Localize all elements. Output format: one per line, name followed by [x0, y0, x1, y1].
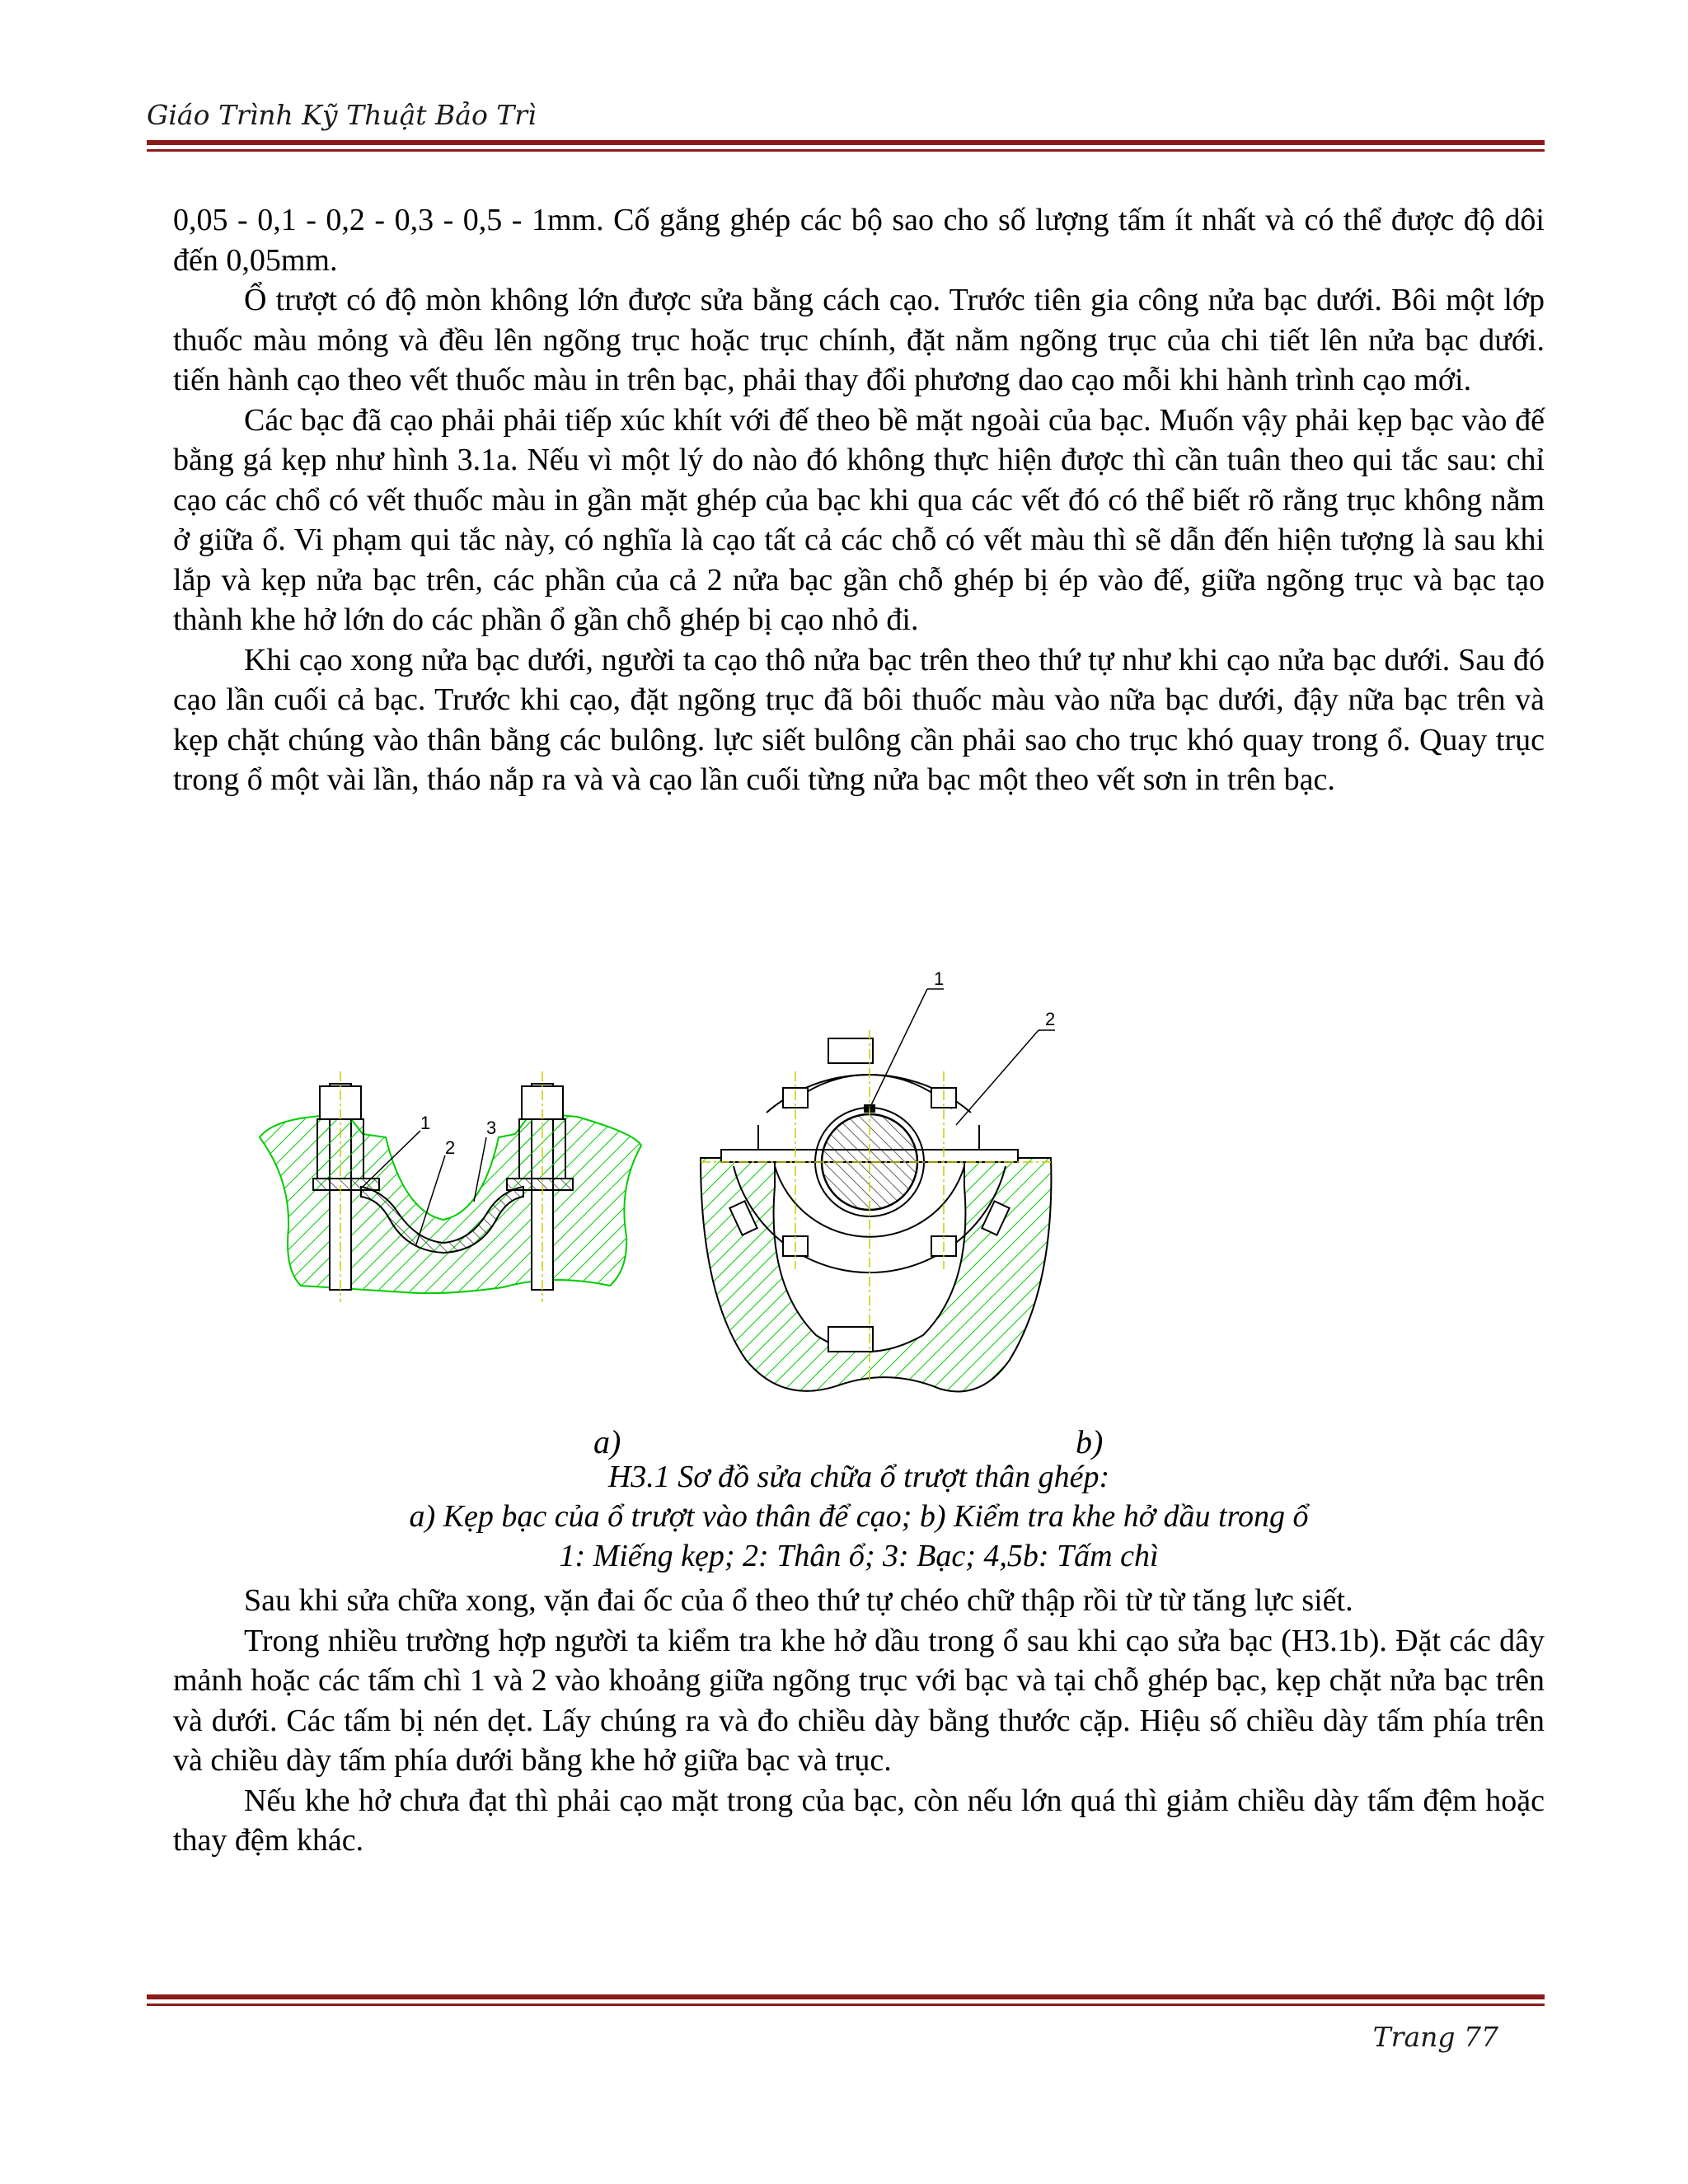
figure-caption-line2: a) Kẹp bạc của ổ trượt vào thân để cạo; b) Kiểm tra khe hở dầu trong ổ: [409, 1499, 1309, 1534]
callout-a-1: 1: [420, 1113, 431, 1133]
cap-top-pad: [828, 1038, 873, 1063]
figure-a: [260, 1071, 641, 1302]
clamp-right: [507, 1179, 573, 1190]
figure-caption-title: H3.1 Sơ đồ sửa chữa ổ trượt thân ghép:: [607, 1460, 1110, 1494]
figure-caption-line3: 1: Miếng kẹp; 2: Thân ổ; 3: Bạc; 4,5b: Tấm chì: [559, 1539, 1159, 1573]
callout-a-3: 3: [486, 1118, 497, 1138]
figure-label-b: b): [1076, 1423, 1104, 1460]
figure-b: [701, 968, 1055, 1391]
body-text-top: [173, 200, 1545, 800]
footer-rule: [147, 1994, 1545, 1999]
paragraph: Khi cạo xong nửa bạc dưới, người ta cạo thô nửa bạc trên theo thứ tự như khi cạo nửa bạc dưới. Sau đó cạo lần cuối cả bạc. Trước khi cạo, đặt ngõng trục đã bôi thuốc màu vào nữa bạc dưới, đậy nữa bạc trên và kẹp chặt chúng vào thân bằng các bulông. lực siết bulông cần phải sao cho trục khó quay trong ổ. Quay trục trong ổ một vài lần, tháo nắp ra và và cạo lần cuối từng nửa bạc một theo vết sơn in trên bạc.: [173, 642, 1545, 797]
paragraph: Nếu khe hở chưa đạt thì phải cạo mặt trong của bạc, còn nếu lớn quá thì giảm chiều dày tấm đệm hoặc thay đệm khác.: [173, 1783, 1545, 1858]
paragraph: 0,05 - 0,1 - 0,2 - 0,3 - 0,5 - 1mm. Cố gắng ghép các bộ sao cho số lượng tấm ít nhất và có thể được độ dôi đến 0,05mm.: [173, 203, 1545, 278]
figure-bearing-diagram: [239, 940, 1179, 1451]
footer-rule-thin: [147, 2004, 1545, 2006]
paragraph: Trong nhiều trường hợp người ta kiểm tra khe hở dầu trong ổ sau khi cạo sửa bạc (H3.1b). Đặt các dây mảnh hoặc các tấm chì 1 và 2 vào khoảng giữa ngõng trục với bạc và tại chỗ ghép bạc, kẹp chặt nửa bạc trên và dưới. Các tấm bị nén dẹt. Lấy chúng ra và đo chiều dày bằng thước cặp. Hiệu số chiều dày tấm phía trên và chiều dày tấm phía dưới bằng khe hở giữa bạc và trục.: [173, 1623, 1545, 1778]
figure-label-a: a): [593, 1423, 621, 1460]
header-rule: [147, 140, 1545, 145]
page-number: Trang 77: [1372, 2021, 1498, 2053]
callout-b-2: 2: [1045, 1009, 1056, 1029]
header-rule-thin: [147, 149, 1545, 152]
callout-a-2: 2: [445, 1137, 456, 1158]
paragraph: Các bạc đã cạo phải phải tiếp xúc khít với đế theo bề mặt ngoài của bạc. Muốn vậy phải kẹp bạc vào đế bằng gá kẹp như hình 3.1a. Nếu vì một lý do nào đó không thực hiện được thì cần tuân theo qui tắc sau: chỉ cạo các chổ có vết thuốc màu in gần mặt ghép của bạc khi qua các vết đó có thể biết rõ rằng trục không nằm ở giữa ổ. Vi phạm qui tắc này, có nghĩa là cạo tất cả các chỗ có vết màu thì sẽ dẫn đến hiện tượng là sau khi lắp và kẹp nửa bạc trên, các phần của cả 2 nửa bạc gần chỗ ghép bị ép vào đế, giữa ngõng trục và bạc tạo thành khe hở lớn do các phần ổ gần chỗ ghép bị cạo nhỏ đi.: [173, 402, 1545, 637]
paragraph: Sau khi sửa chữa xong, vặn đai ốc của ổ theo thứ tự chéo chữ thập rồi từ từ tăng lực siết.: [244, 1583, 1353, 1618]
header-title: Giáo Trình Kỹ Thuật Bảo Trì: [147, 99, 537, 131]
paragraph: Ổ trượt có độ mòn không lớn được sửa bằng cách cạo. Trước tiên gia công nửa bạc dưới. Bôi một lớp thuốc màu mỏng và đều lên ngõng trục hoặc trục chính, đặt nằm ngõng trục của chi tiết lên nửa bạc dưới. tiến hành cạo theo vết thuốc màu in trên bạc, phải thay đổi phương dao cạo mỗi khi hành trình cạo mới.: [173, 283, 1545, 397]
bottom-pad: [828, 1327, 873, 1352]
body-text-bottom: [173, 1581, 1545, 1861]
callout-b-1: 1: [934, 968, 945, 989]
